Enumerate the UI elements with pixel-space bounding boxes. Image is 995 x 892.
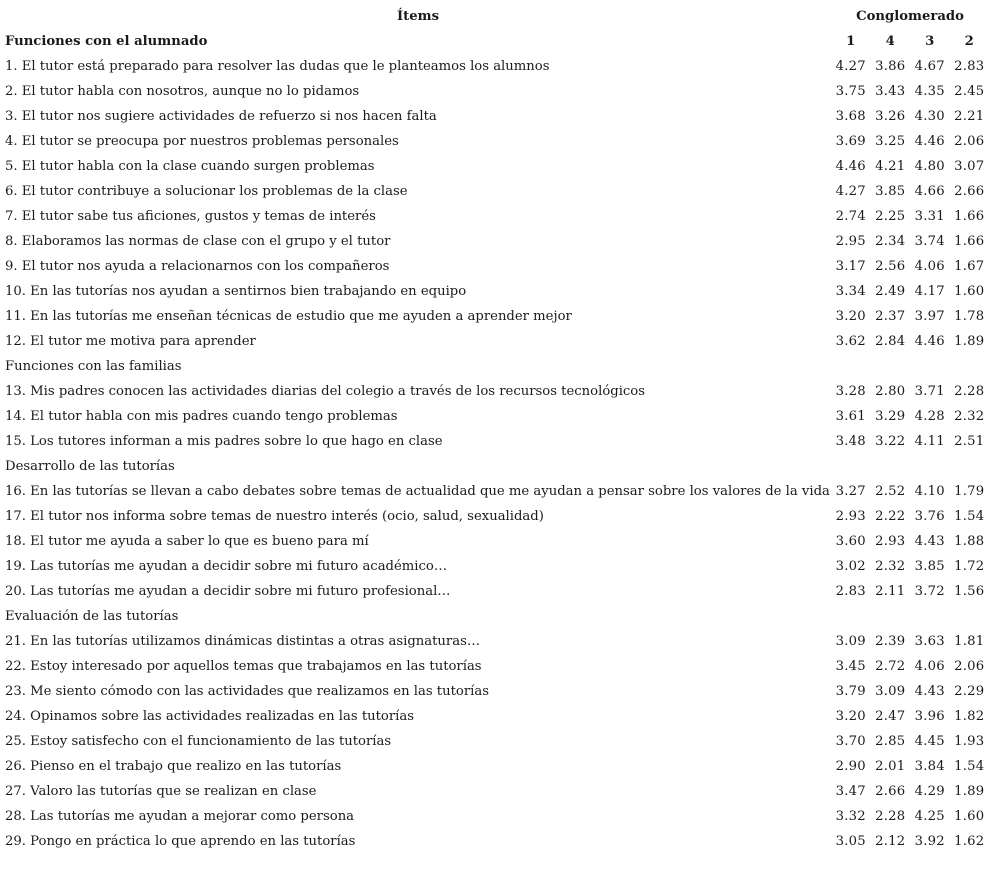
items-column-header: Ítems — [396, 9, 440, 24]
cluster-mean-value: 4.29 — [914, 784, 945, 799]
cluster-mean-value: 3.05 — [835, 834, 866, 849]
item-row — [5, 729, 989, 754]
item-label: 6. El tutor contribuye a solucionar los problemas de la clase — [5, 184, 408, 199]
cluster-mean-value: 2.74 — [835, 209, 866, 224]
item-row — [5, 479, 989, 504]
cluster-mean-value: 3.79 — [835, 684, 866, 699]
cluster-mean-value: 3.29 — [875, 409, 906, 424]
empty-cell — [871, 454, 911, 479]
cluster-id-header: 3 — [925, 34, 935, 49]
cluster-column-header: Conglomerado — [856, 9, 964, 24]
item-row — [5, 329, 989, 354]
cluster-mean-value: 2.83 — [835, 584, 866, 599]
cluster-mean-value: 3.27 — [835, 484, 866, 499]
cluster-mean-value: 4.28 — [914, 409, 945, 424]
item-row — [5, 779, 989, 804]
cluster-mean-value: 1.66 — [954, 234, 985, 249]
item-label: 10. En las tutorías nos ayudan a sentirnos bien trabajando en equipo — [5, 284, 467, 299]
cluster-mean-value: 1.60 — [954, 284, 985, 299]
cluster-mean-value: 3.96 — [914, 709, 945, 724]
empty-cell — [910, 454, 950, 479]
item-label: 2. El tutor habla con nosotros, aunque no lo pidamos — [5, 84, 360, 99]
cluster-mean-value: 3.25 — [875, 134, 906, 149]
cluster-mean-value: 2.06 — [954, 134, 985, 149]
empty-cell — [910, 354, 950, 379]
cluster-mean-value: 1.82 — [954, 709, 985, 724]
cluster-mean-value: 1.88 — [954, 534, 985, 549]
section-row — [5, 29, 989, 54]
cluster-mean-value: 4.66 — [914, 184, 945, 199]
item-label: 16. En las tutorías se llevan a cabo debates sobre temas de actualidad que me ayudan a pensar sobre los valores de la vida — [5, 484, 830, 499]
section-row — [5, 604, 989, 629]
cluster-mean-value: 3.20 — [835, 309, 866, 324]
item-label: 8. Elaboramos las normas de clase con el grupo y el tutor — [5, 234, 391, 249]
cluster-mean-value: 4.35 — [914, 84, 945, 99]
cluster-mean-value: 3.43 — [875, 84, 906, 99]
cluster-mean-value: 3.97 — [914, 309, 945, 324]
cluster-mean-value: 4.21 — [875, 159, 906, 174]
item-row — [5, 829, 989, 854]
cluster-id-header: 1 — [846, 34, 856, 49]
cluster-mean-value: 3.48 — [835, 434, 866, 449]
cluster-mean-value: 2.56 — [875, 259, 906, 274]
cluster-mean-value: 3.69 — [835, 134, 866, 149]
item-label: 3. El tutor nos sugiere actividades de refuerzo si nos hacen falta — [5, 109, 437, 124]
section-row — [5, 354, 989, 379]
cluster-mean-value: 3.09 — [835, 634, 866, 649]
cluster-mean-value: 3.75 — [835, 84, 866, 99]
cluster-mean-value: 1.79 — [954, 484, 985, 499]
cluster-mean-value: 2.01 — [875, 759, 906, 774]
cluster-mean-value: 2.11 — [875, 584, 906, 599]
cluster-mean-value: 4.06 — [914, 659, 945, 674]
item-row — [5, 504, 989, 529]
cluster-mean-value: 4.17 — [914, 284, 945, 299]
item-label: 4. El tutor se preocupa por nuestros problemas personales — [5, 134, 399, 149]
cluster-mean-value: 1.60 — [954, 809, 985, 824]
item-label: 20. Las tutorías me ayudan a decidir sobre mi futuro profesional… — [5, 584, 451, 599]
cluster-mean-value: 4.30 — [914, 109, 945, 124]
cluster-mean-value: 2.49 — [875, 284, 906, 299]
item-row — [5, 679, 989, 704]
item-label: 23. Me siento cómodo con las actividades que realizamos en las tutorías — [5, 684, 489, 699]
cluster-mean-value: 3.26 — [875, 109, 906, 124]
cluster-mean-value: 3.71 — [914, 384, 945, 399]
empty-cell — [871, 604, 911, 629]
cluster-mean-value: 4.11 — [914, 434, 945, 449]
cluster-mean-value: 3.34 — [835, 284, 866, 299]
item-label: 13. Mis padres conocen las actividades diarias del colegio a través de los recursos tecnológicos — [5, 384, 646, 399]
item-label: 14. El tutor habla con mis padres cuando tengo problemas — [5, 409, 398, 424]
table-header — [5, 4, 989, 29]
item-label: 15. Los tutores informan a mis padres sobre lo que hago en clase — [5, 434, 443, 449]
item-label: 17. El tutor nos informa sobre temas de nuestro interés (ocio, salud, sexualidad) — [5, 509, 544, 524]
cluster-mean-value: 2.25 — [875, 209, 906, 224]
cluster-mean-value: 1.81 — [954, 634, 985, 649]
empty-cell — [950, 604, 990, 629]
cluster-mean-value: 2.84 — [875, 334, 906, 349]
item-row — [5, 704, 989, 729]
item-label: 27. Valoro las tutorías que se realizan en clase — [5, 784, 317, 799]
cluster-id-header: 2 — [964, 34, 974, 49]
cluster-mean-value: 2.34 — [875, 234, 906, 249]
cluster-mean-value: 2.45 — [954, 84, 985, 99]
item-row — [5, 304, 989, 329]
item-row — [5, 104, 989, 129]
cluster-mean-value: 1.62 — [954, 834, 985, 849]
empty-cell — [831, 604, 871, 629]
cluster-mean-value: 2.28 — [875, 809, 906, 824]
cluster-mean-value: 3.68 — [835, 109, 866, 124]
cluster-mean-value: 2.80 — [875, 384, 906, 399]
cluster-mean-value: 4.80 — [914, 159, 945, 174]
item-row — [5, 279, 989, 304]
cluster-mean-value: 2.90 — [835, 759, 866, 774]
cluster-mean-value: 3.85 — [914, 559, 945, 574]
item-label: 22. Estoy interesado por aquellos temas que trabajamos en las tutorías — [5, 659, 482, 674]
item-row — [5, 654, 989, 679]
cluster-mean-value: 4.45 — [914, 734, 945, 749]
item-label: 11. En las tutorías me enseñan técnicas de estudio que me ayuden a aprender mejor — [5, 309, 572, 324]
header-row — [5, 4, 989, 29]
item-row — [5, 804, 989, 829]
cluster-mean-value: 3.74 — [914, 234, 945, 249]
cluster-mean-value: 1.54 — [954, 759, 985, 774]
cluster-mean-value: 3.61 — [835, 409, 866, 424]
cluster-mean-value: 2.93 — [875, 534, 906, 549]
cluster-mean-value: 4.46 — [914, 134, 945, 149]
item-label: 9. El tutor nos ayuda a relacionarnos con los compañeros — [5, 259, 390, 274]
empty-cell — [871, 354, 911, 379]
cluster-mean-value: 1.89 — [954, 784, 985, 799]
item-label: 26. Pienso en el trabajo que realizo en las tutorías — [5, 759, 342, 774]
empty-cell — [950, 454, 990, 479]
cluster-mean-value: 2.29 — [954, 684, 985, 699]
item-label: 7. El tutor sabe tus aficiones, gustos y temas de interés — [5, 209, 376, 224]
item-row — [5, 629, 989, 654]
section-title: Funciones con las familias — [5, 359, 182, 374]
item-row — [5, 529, 989, 554]
item-label: 1. El tutor está preparado para resolver las dudas que le planteamos los alumnos — [5, 59, 550, 74]
item-row — [5, 154, 989, 179]
cluster-mean-value: 3.07 — [954, 159, 985, 174]
cluster-mean-value: 3.28 — [835, 384, 866, 399]
cluster-mean-value: 3.76 — [914, 509, 945, 524]
cluster-mean-value: 2.39 — [875, 634, 906, 649]
item-row — [5, 429, 989, 454]
item-label: 28. Las tutorías me ayudan a mejorar como persona — [5, 809, 355, 824]
cluster-mean-value: 2.12 — [875, 834, 906, 849]
cluster-means-table — [5, 4, 989, 854]
cluster-mean-value: 1.72 — [954, 559, 985, 574]
cluster-mean-value: 3.86 — [875, 59, 906, 74]
item-row — [5, 129, 989, 154]
cluster-mean-value: 2.28 — [954, 384, 985, 399]
section-title: Desarrollo de las tutorías — [5, 459, 175, 474]
item-label: 5. El tutor habla con la clase cuando surgen problemas — [5, 159, 375, 174]
empty-cell — [831, 454, 871, 479]
cluster-mean-value: 4.43 — [914, 534, 945, 549]
cluster-mean-value: 4.06 — [914, 259, 945, 274]
cluster-mean-value: 3.47 — [835, 784, 866, 799]
cluster-mean-value: 4.25 — [914, 809, 945, 824]
table-body — [5, 29, 989, 854]
cluster-mean-value: 3.92 — [914, 834, 945, 849]
cluster-mean-value: 4.27 — [835, 184, 866, 199]
cluster-mean-value: 4.10 — [914, 484, 945, 499]
item-row — [5, 379, 989, 404]
item-row — [5, 579, 989, 604]
cluster-mean-value: 3.72 — [914, 584, 945, 599]
item-row — [5, 204, 989, 229]
cluster-mean-value: 2.52 — [875, 484, 906, 499]
cluster-mean-value: 2.51 — [954, 434, 985, 449]
cluster-mean-value: 3.22 — [875, 434, 906, 449]
empty-cell — [910, 604, 950, 629]
cluster-mean-value: 1.89 — [954, 334, 985, 349]
cluster-mean-value: 1.67 — [954, 259, 985, 274]
cluster-mean-value: 2.32 — [875, 559, 906, 574]
item-row — [5, 754, 989, 779]
cluster-mean-value: 3.62 — [835, 334, 866, 349]
cluster-mean-value: 2.83 — [954, 59, 985, 74]
cluster-mean-value: 3.32 — [835, 809, 866, 824]
cluster-mean-value: 1.78 — [954, 309, 985, 324]
cluster-mean-value: 3.60 — [835, 534, 866, 549]
cluster-mean-value: 3.85 — [875, 184, 906, 199]
cluster-mean-value: 3.09 — [875, 684, 906, 699]
cluster-mean-value: 3.63 — [914, 634, 945, 649]
cluster-mean-value: 3.31 — [914, 209, 945, 224]
cluster-mean-value: 4.67 — [914, 59, 945, 74]
item-label: 12. El tutor me motiva para aprender — [5, 334, 256, 349]
item-row — [5, 404, 989, 429]
cluster-mean-value: 2.22 — [875, 509, 906, 524]
section-row — [5, 454, 989, 479]
empty-cell — [950, 354, 990, 379]
cluster-id-header: 4 — [885, 34, 895, 49]
section-title: Funciones con el alumnado — [5, 34, 208, 49]
cluster-mean-value: 2.93 — [835, 509, 866, 524]
section-title: Evaluación de las tutorías — [5, 609, 179, 624]
cluster-mean-value: 2.37 — [875, 309, 906, 324]
item-row — [5, 79, 989, 104]
item-label: 18. El tutor me ayuda a saber lo que es bueno para mí — [5, 534, 369, 549]
item-row — [5, 254, 989, 279]
item-label: 21. En las tutorías utilizamos dinámicas distintas a otras asignaturas… — [5, 634, 481, 649]
empty-cell — [831, 354, 871, 379]
item-label: 25. Estoy satisfecho con el funcionamiento de las tutorías — [5, 734, 392, 749]
cluster-mean-value: 2.06 — [954, 659, 985, 674]
cluster-mean-value: 1.54 — [954, 509, 985, 524]
cluster-mean-value: 3.70 — [835, 734, 866, 749]
item-label: 29. Pongo en práctica lo que aprendo en las tutorías — [5, 834, 356, 849]
cluster-mean-value: 4.46 — [914, 334, 945, 349]
cluster-mean-value: 3.20 — [835, 709, 866, 724]
cluster-mean-value: 2.66 — [875, 784, 906, 799]
cluster-mean-value: 4.27 — [835, 59, 866, 74]
cluster-mean-value: 2.66 — [954, 184, 985, 199]
cluster-mean-value: 1.56 — [954, 584, 985, 599]
cluster-mean-value: 3.17 — [835, 259, 866, 274]
cluster-mean-value: 3.02 — [835, 559, 866, 574]
cluster-mean-value: 4.46 — [835, 159, 866, 174]
cluster-mean-value: 1.66 — [954, 209, 985, 224]
cluster-mean-value: 2.21 — [954, 109, 985, 124]
item-label: 19. Las tutorías me ayudan a decidir sobre mi futuro académico… — [5, 559, 448, 574]
cluster-mean-value: 2.85 — [875, 734, 906, 749]
item-row — [5, 554, 989, 579]
item-row — [5, 179, 989, 204]
cluster-mean-value: 4.43 — [914, 684, 945, 699]
item-row — [5, 229, 989, 254]
cluster-mean-value: 3.84 — [914, 759, 945, 774]
cluster-mean-value: 2.95 — [835, 234, 866, 249]
item-label: 24. Opinamos sobre las actividades realizadas en las tutorías — [5, 709, 415, 724]
cluster-mean-value: 2.47 — [875, 709, 906, 724]
cluster-mean-value: 2.32 — [954, 409, 985, 424]
cluster-mean-value: 1.93 — [954, 734, 985, 749]
cluster-mean-value: 2.72 — [875, 659, 906, 674]
cluster-mean-value: 3.45 — [835, 659, 866, 674]
item-row — [5, 54, 989, 79]
